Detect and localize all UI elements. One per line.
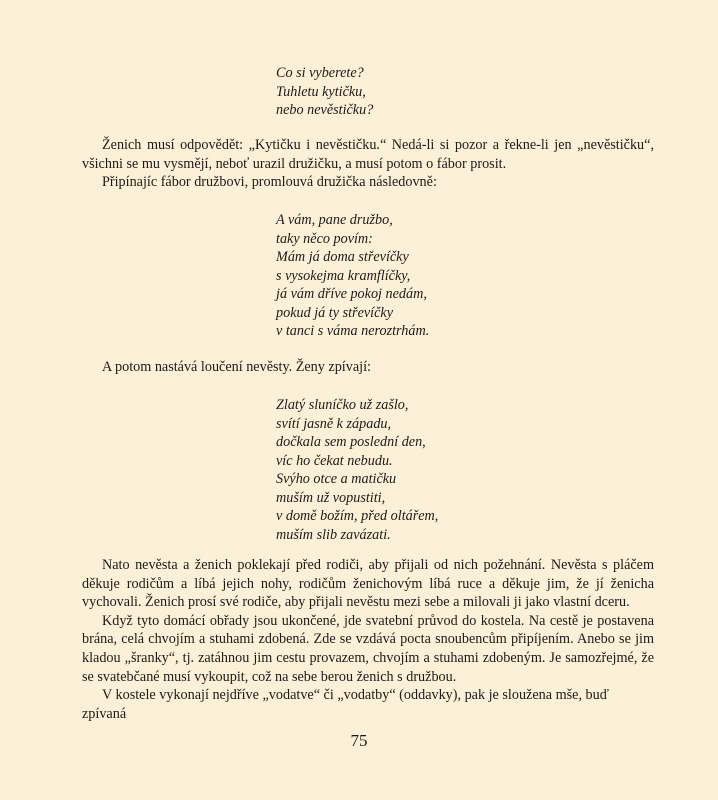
paragraph: Když tyto domácí obřady jsou ukončené, jde svatební průvod do kostela. Na cestě je postavena brána, celá chvojím a stuhami zdobená. Zde se vzdává pocta snoubencům připíjením. Anebo se jim kladou „šranky“, tj. zatáhnou jim cestu provazem, chvojím a stuhami zdobeným. Je samozřejmé, že se svatebčané musí vykoupit, což na sebe berou ženich s družbou. [82,612,654,685]
verse-2 [276,211,429,341]
verse-line: pokud já ty střevíčky [276,304,393,321]
verse-line: já vám dříve pokoj nedám, [276,286,427,302]
verse-line: s vysokejma kramflíčky, [276,267,411,284]
verse-line: víc ho čekat nebudu. [276,452,393,469]
verse-line: Zlatý sluníčko už zašlo, [276,397,409,413]
verse-line: Svýho otce a matičku [276,471,397,487]
verse-line: muším slib zavázati. [276,526,391,543]
verse-line: dočkala sem poslední den, [276,434,426,450]
verse-3 [276,396,438,544]
paragraph: Ženich musí odpovědět: „Kytičku i nevěstičku.“ Nedá-li si pozor a řekne-li jen „nevěstičku“, všichni se mu vysmějí, neboť urazil družičku, a musí potom o fábor prosit. [82,137,654,172]
paragraph: V kostele vykonají nejdříve „vodatve“ či „vodatby“ (oddavky), pak je sloužena mše, buď zpívaná [82,687,609,722]
verse-line: v domě božím, před oltářem, [276,508,439,524]
paragraph: A potom nastává loučení nevěsty. Ženy zpívají: [102,359,371,375]
prose-block-1 [82,136,654,192]
verse-line: Co si vyberete? [276,65,364,81]
verse-line: taky něco povím: [276,230,373,247]
paragraph: Připínajíc fábor družbovi, promlouvá družička následovně: [102,174,437,191]
verse-line: svítí jasně k západu, [276,415,392,432]
verse-line: nebo nevěstičku? [276,102,374,118]
verse-line: muším už vopustiti, [276,489,386,506]
page-number: 75 [350,731,368,750]
prose-block-3 [82,556,654,723]
verse-line: v tanci s váma neroztrhám. [276,323,430,339]
prose-block-2 [82,358,654,377]
paragraph: Nato nevěsta a ženich poklekají před rodiči, aby přijali od nich požehnání. Nevěsta s pláčem děkuje rodičům a líbá jejich nohy, rodičům ženichovým líbá ruce a děkuje jim, že jí ženicha vychovali. Ženich prosí své rodiče, aby přijali nevěstu mezi sebe a milovali ji jako vlastní dceru. [82,557,654,611]
verse-1 [276,64,373,120]
verse-line: Tuhletu kytičku, [276,83,366,100]
verse-line: A vám, pane družbo, [276,212,393,228]
verse-line: Mám já doma střevíčky [276,249,409,265]
